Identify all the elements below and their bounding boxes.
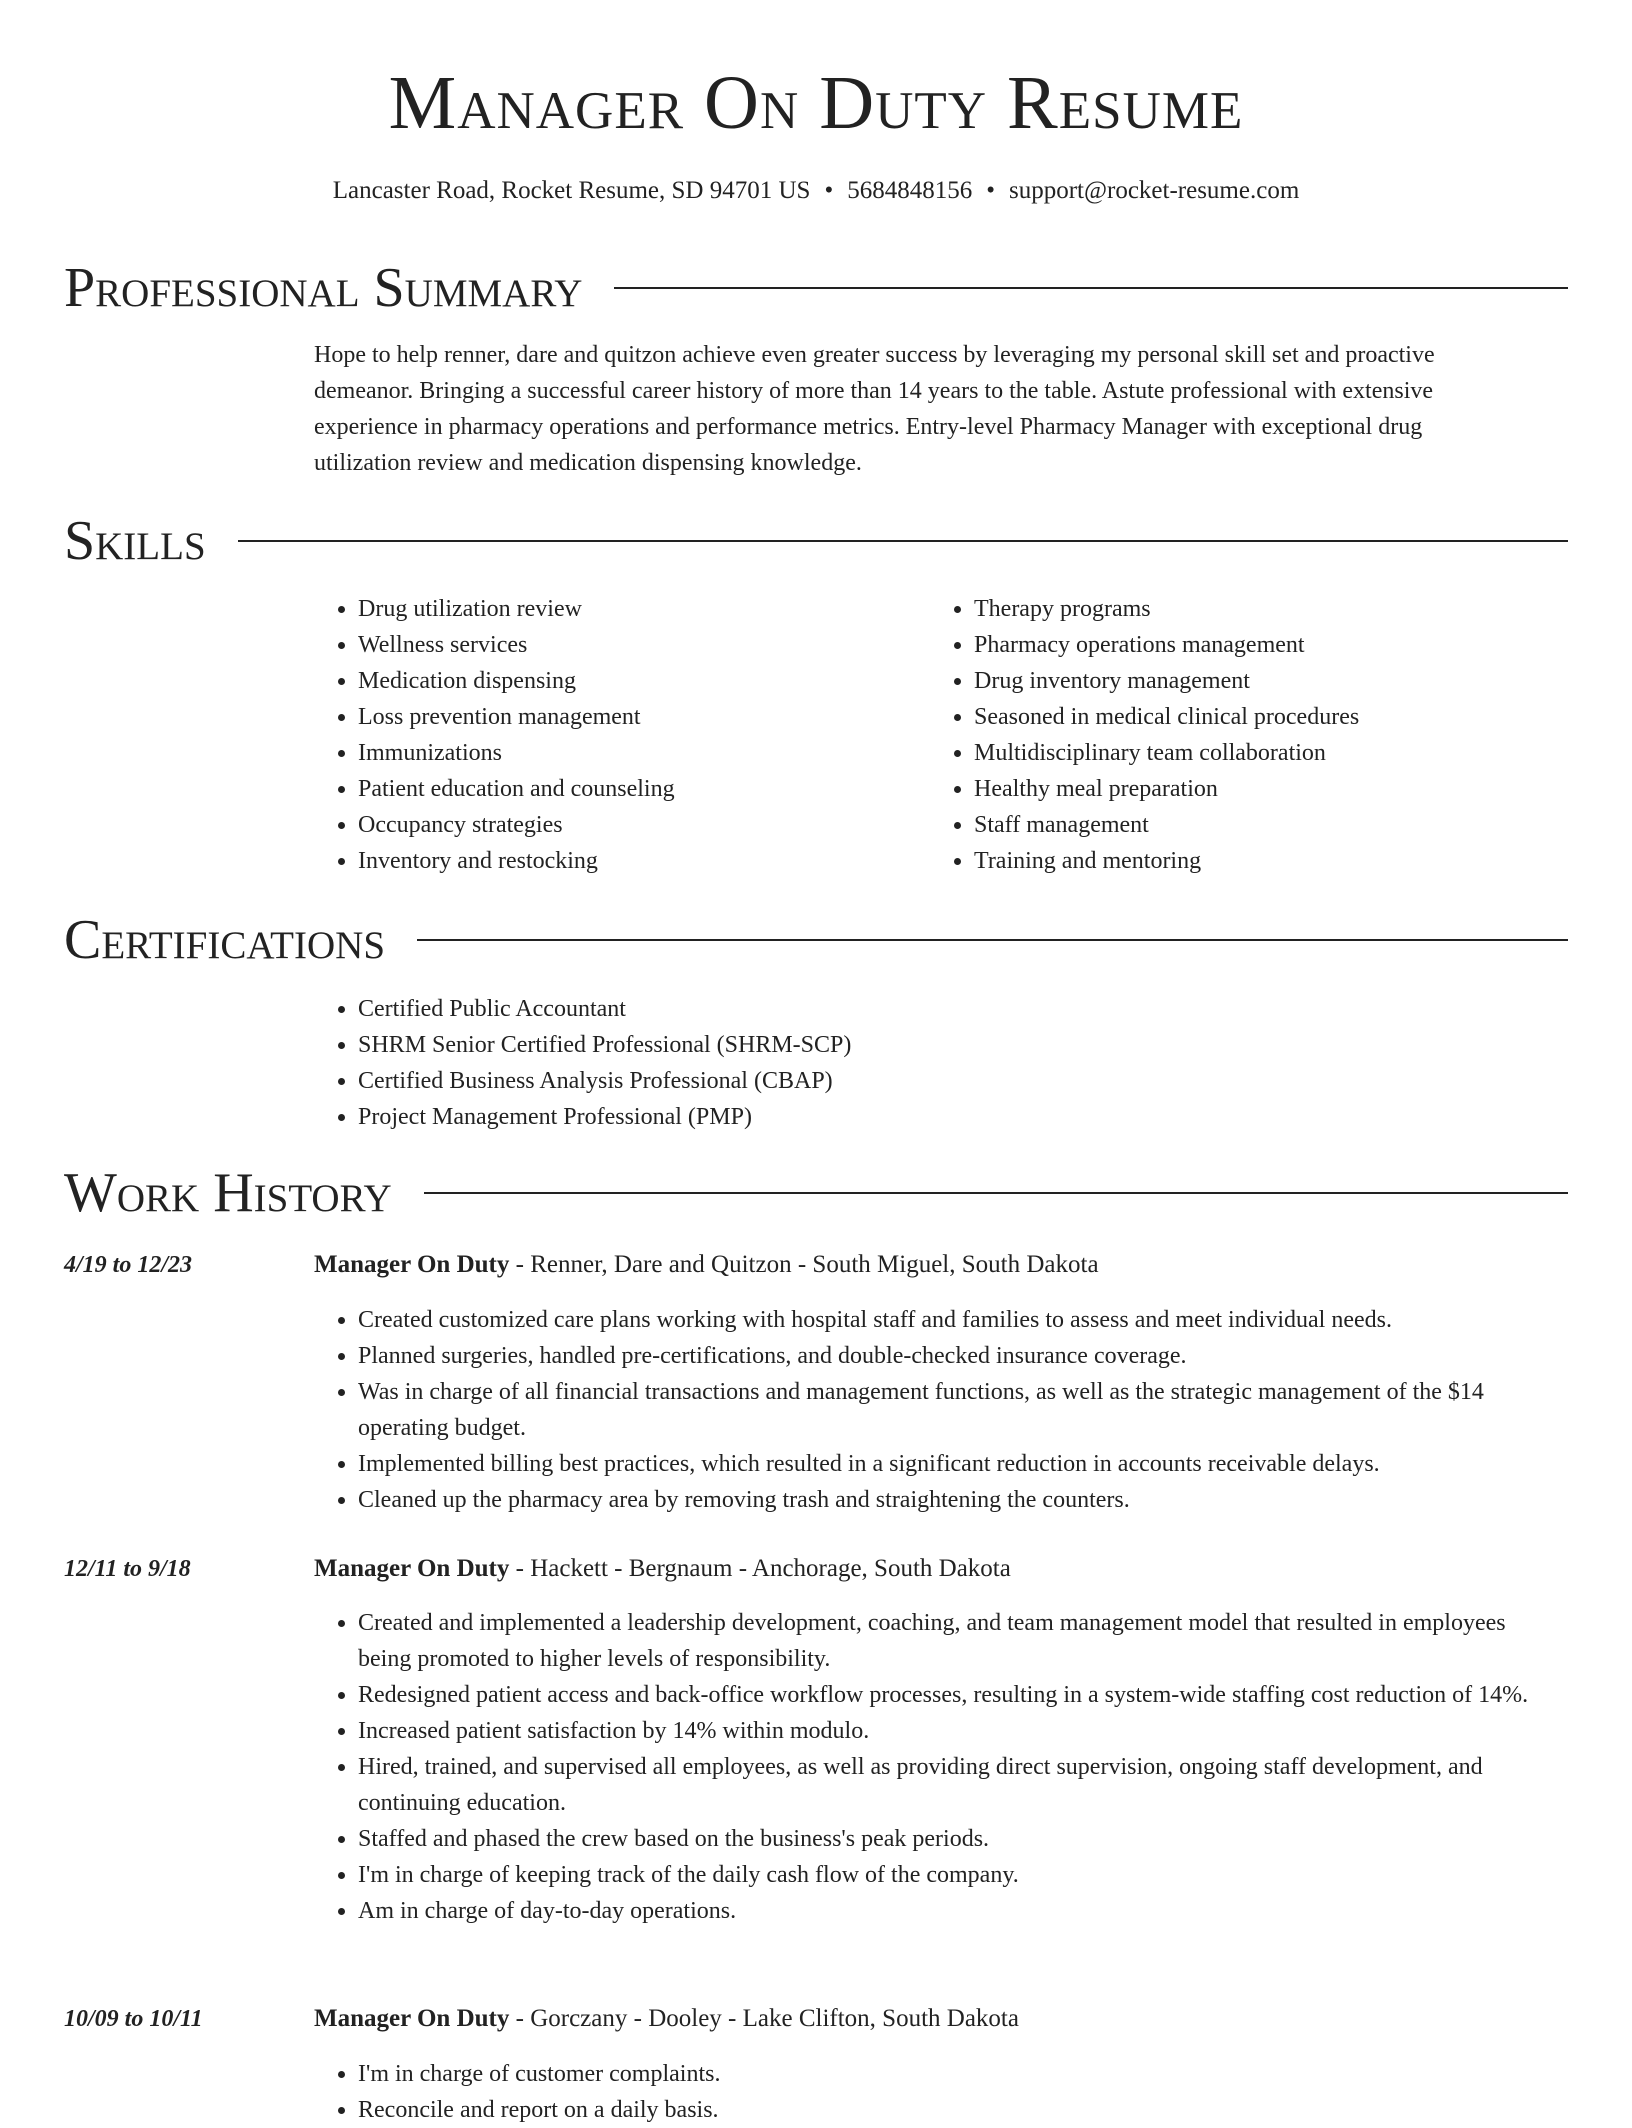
section-divider bbox=[614, 287, 1568, 289]
job-dates: 4/19 to 12/23 bbox=[64, 1252, 193, 1278]
resume-name: Manager On Duty Resume bbox=[388, 61, 1244, 145]
job-employer-location: - Renner, Dare and Quitzon - South Miguel, South Dakota bbox=[509, 1251, 1099, 1278]
skill-item: • Drug utilization review bbox=[358, 591, 914, 627]
certifications-section-header bbox=[64, 910, 1568, 970]
skill-item: • Patient education and counseling bbox=[358, 771, 914, 807]
skills-list-right bbox=[930, 591, 1530, 879]
job-duties-list bbox=[314, 2056, 1564, 2128]
job-duty-item: • Reconcile and report on a daily basis. bbox=[358, 2092, 1564, 2128]
job-duties-list bbox=[314, 1605, 1564, 1929]
job-duty-item: • Hired, trained, and supervised all employees, as well as providing direct supervision, ongoing staff development, and continuing education. bbox=[358, 1749, 1564, 1821]
skill-item: • Pharmacy operations management bbox=[974, 627, 1530, 663]
contact-line bbox=[0, 174, 1632, 208]
certification-item: • Certified Business Analysis Professional (CBAP) bbox=[358, 1063, 1514, 1099]
skill-item: • Seasoned in medical clinical procedures bbox=[974, 699, 1530, 735]
job-duty-item: • Implemented billing best practices, which resulted in a significant reduction in accounts receivable delays. bbox=[358, 1446, 1564, 1482]
job-employer-location: - Gorczany - Dooley - Lake Clifton, South Dakota bbox=[509, 2005, 1019, 2032]
skill-item: • Drug inventory management bbox=[974, 663, 1530, 699]
contact-address: Lancaster Road, Rocket Resume, SD 94701 US bbox=[332, 177, 811, 204]
contact-email: support@rocket-resume.com bbox=[1008, 177, 1300, 204]
job-duty-item: • Planned surgeries, handled pre-certifications, and double-checked insurance coverage. bbox=[358, 1338, 1564, 1374]
section-divider bbox=[238, 540, 1568, 542]
job-duty-item: • Redesigned patient access and back-office workflow processes, resulting in a system-wide staffing cost reduction of 14%. bbox=[358, 1677, 1564, 1713]
skill-item: • Multidisciplinary team collaboration bbox=[974, 735, 1530, 771]
section-title-summary: Professional Summary bbox=[64, 257, 583, 319]
job-duties bbox=[314, 1302, 1564, 1518]
job-duty-item: • Cleaned up the pharmacy area by removing trash and straightening the counters. bbox=[358, 1482, 1564, 1518]
job-heading bbox=[314, 1551, 1011, 1587]
skills-list-left bbox=[314, 591, 914, 879]
contact-separator: • bbox=[824, 177, 834, 204]
skill-item: • Therapy programs bbox=[974, 591, 1530, 627]
job-employer-location: - Hackett - Bergnaum - Anchorage, South Dakota bbox=[509, 1555, 1011, 1582]
contact-phone: 5684848156 bbox=[847, 177, 973, 204]
section-title-certifications: Certifications bbox=[64, 909, 386, 971]
job-duties bbox=[314, 2056, 1564, 2128]
skill-item: • Healthy meal preparation bbox=[974, 771, 1530, 807]
job-duty-item: • Was in charge of all financial transactions and management functions, as well as the strategic management of the $14 operating budget. bbox=[358, 1374, 1564, 1446]
job-duties-list bbox=[314, 1302, 1564, 1518]
job-duty-item: • Created and implemented a leadership development, coaching, and team management model that resulted in employees being promoted to higher levels of responsibility. bbox=[358, 1605, 1564, 1677]
job-dates: 12/11 to 9/18 bbox=[64, 1556, 191, 1582]
skill-item: • Medication dispensing bbox=[358, 663, 914, 699]
certifications-block bbox=[314, 991, 1514, 1135]
job-duties bbox=[314, 1605, 1564, 1929]
section-title-skills: Skills bbox=[64, 510, 206, 572]
certification-item: • SHRM Senior Certified Professional (SHRM-SCP) bbox=[358, 1027, 1514, 1063]
contact-separator: • bbox=[986, 177, 995, 204]
job-title: Manager On Duty bbox=[314, 2005, 510, 2032]
job-duty-item: • Am in charge of day-to-day operations. bbox=[358, 1893, 1564, 1929]
job-duty-item: • Staffed and phased the crew based on the business's peak periods. bbox=[358, 1821, 1564, 1857]
job-duty-item: • Created customized care plans working with hospital staff and families to assess and meet individual needs. bbox=[358, 1302, 1564, 1338]
job-duty-item: • I'm in charge of customer complaints. bbox=[358, 2056, 1564, 2092]
job-title: Manager On Duty bbox=[314, 1251, 510, 1278]
job-heading bbox=[314, 2001, 1019, 2037]
work-history-section-header bbox=[64, 1163, 1568, 1223]
certification-item: • Certified Public Accountant bbox=[358, 991, 1514, 1027]
job-duty-item: • Increased patient satisfaction by 14% within modulo. bbox=[358, 1713, 1564, 1749]
certification-item: • Project Management Professional (PMP) bbox=[358, 1099, 1514, 1135]
skills-column-left bbox=[314, 591, 914, 879]
job-heading bbox=[314, 1247, 1099, 1283]
skill-item: • Immunizations bbox=[358, 735, 914, 771]
job-duty-item: • I'm in charge of keeping track of the daily cash flow of the company. bbox=[358, 1857, 1564, 1893]
skill-item: • Occupancy strategies bbox=[358, 807, 914, 843]
skill-item: • Wellness services bbox=[358, 627, 914, 663]
summary-section-header bbox=[64, 258, 1568, 318]
section-title-work-history: Work History bbox=[64, 1162, 392, 1224]
job-dates: 10/09 to 10/11 bbox=[64, 2006, 203, 2032]
summary-text: Hope to help renner, dare and quitzon achieve even greater success by leveraging my personal skill set and proactive demeanor. Bringing a successful career history of more than 14 years to the table. Astute professional with extensive experience in pharmacy operations and performance metrics. Entry-level Pharmacy Manager with exceptional drug utilization review and medication dispensing knowledge. bbox=[314, 342, 1435, 476]
section-divider bbox=[424, 1192, 1568, 1194]
skills-section-header bbox=[64, 511, 1568, 571]
skills-column-right bbox=[930, 591, 1530, 879]
certifications-list bbox=[314, 991, 1514, 1135]
skill-item: • Loss prevention management bbox=[358, 699, 914, 735]
skill-item: • Training and mentoring bbox=[974, 843, 1530, 879]
skill-item: • Staff management bbox=[974, 807, 1530, 843]
section-divider bbox=[417, 939, 1568, 941]
skill-item: • Inventory and restocking bbox=[358, 843, 914, 879]
job-title: Manager On Duty bbox=[314, 1555, 510, 1582]
